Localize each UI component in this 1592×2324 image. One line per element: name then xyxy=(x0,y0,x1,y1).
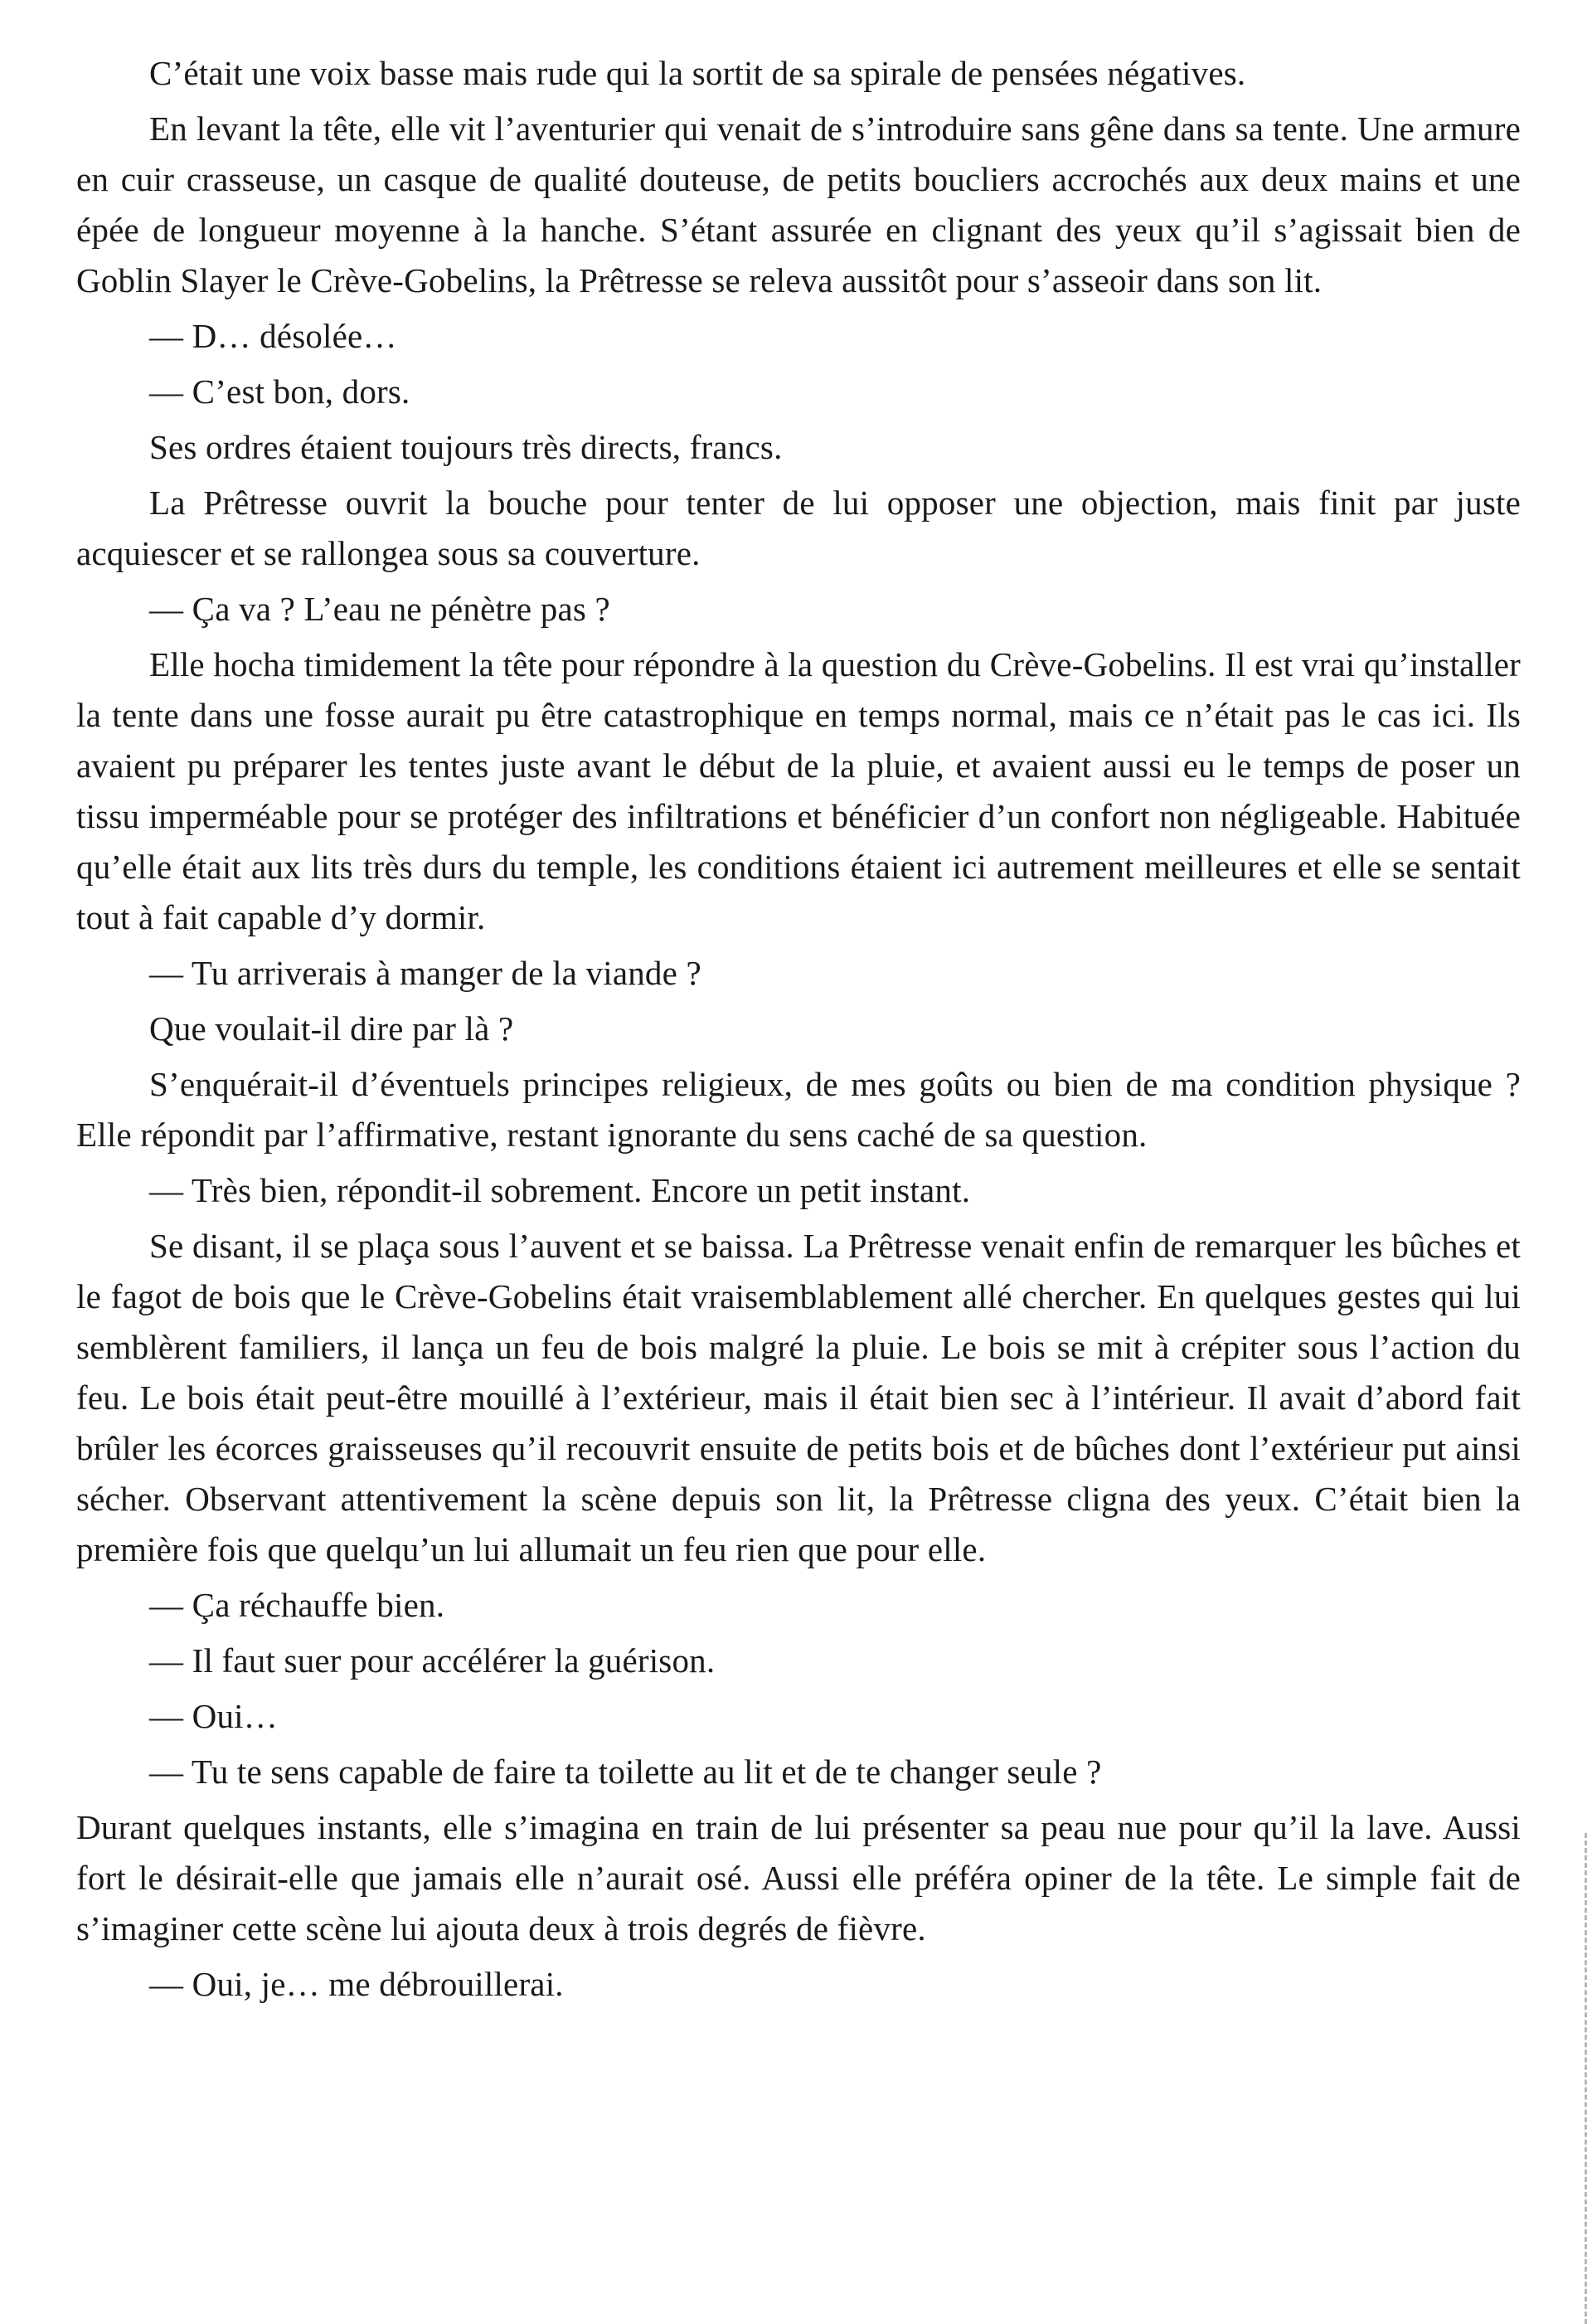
paragraph: S’enquérait-il d’éventuels principes religieux, de mes goûts ou bien de ma condition physique ? Elle répondit par l’affirmative, restant ignorante du sens caché de sa question. xyxy=(76,1065,1521,1154)
dialogue-line: — Oui… xyxy=(149,1697,278,1735)
dialogue-line: — Très bien, répondit-il sobrement. Encore un petit instant. xyxy=(149,1171,971,1209)
paragraph: La Prêtresse ouvrit la bouche pour tenter de lui opposer une objection, mais finit par juste acquiescer et se rallongea sous sa couverture. xyxy=(76,484,1521,572)
paragraph: Que voulait-il dire par là ? xyxy=(149,1009,514,1048)
dialogue-line: — Il faut suer pour accélérer la guérison. xyxy=(149,1641,716,1680)
paragraph: Elle hocha timidement la tête pour répondre à la question du Crève-Gobelins. Il est vrai qu’installer la tente dans une fosse aurait pu être catastrophique en temps normal, mais ce n’était pas le cas ici. Ils avaient pu préparer les tentes juste avant le début de la pluie, et avaient aussi eu le temps de poser un tissu imperméable pour se protéger des infiltrations et bénéficier d’un confort non négligeable. Habituée qu’elle était aux lits très durs du temple, les conditions étaient ici autrement meilleures et elle se sentait tout à fait capable d’y dormir. xyxy=(76,645,1521,936)
dialogue-line: — Ça réchauffe bien. xyxy=(149,1586,445,1624)
dialogue-line: — C’est bon, dors. xyxy=(149,372,410,411)
dialogue-line: — D… désolée… xyxy=(149,317,397,355)
dialogue-line: — Tu arriverais à manger de la viande ? xyxy=(149,954,701,992)
paragraph: Ses ordres étaient toujours très directs, francs. xyxy=(149,428,783,466)
paragraph: C’était une voix basse mais rude qui la sortit de sa spirale de pensées négatives. xyxy=(149,54,1246,92)
dialogue-line: — Ça va ? L’eau ne pénètre pas ? xyxy=(149,590,610,628)
dialogue-line: — Oui, je… me débrouillerai. xyxy=(149,1965,564,2003)
paragraph: Durant quelques instants, elle s’imagina en train de lui présenter sa peau nue pour qu’il la lave. Aussi fort le désirait-elle que jamais elle n’aurait osé. Aussi elle préféra opiner de la tête. Le simple fait de s’imaginer cette scène lui ajouta deux à trois degrés de fièvre. xyxy=(76,1808,1521,1947)
page-text-block xyxy=(76,48,1521,2010)
paragraph: En levant la tête, elle vit l’aventurier qui venait de s’introduire sans gêne dans sa tente. Une armure en cuir crasseuse, un casque de qualité douteuse, de petits boucliers accrochés aux deux mains et une épée de longueur moyenne à la hanche. S’étant assurée en clignant des yeux qu’il s’agissait bien de Goblin Slayer le Crève-Gobelins, la Prêtresse se releva aussitôt pour s’asseoir dans son lit. xyxy=(76,109,1521,299)
dialogue-line: — Tu te sens capable de faire ta toilette au lit et de te changer seule ? xyxy=(149,1753,1102,1791)
scan-edge-artifact xyxy=(1585,1833,1587,2324)
paragraph: Se disant, il se plaça sous l’auvent et se baissa. La Prêtresse venait enfin de remarquer les bûches et le fagot de bois que le Crève-Gobelins était vraisemblablement allé chercher. En quelques gestes qui lui semblèrent familiers, il lança un feu de bois malgré la pluie. Le bois se mit à crépiter sous l’action du feu. Le bois était peut-être mouillé à l’extérieur, mais il était bien sec à l’intérieur. Il avait d’abord fait brûler les écorces graisseuses qu’il recouvrit ensuite de petits bois et de bûches dont l’extérieur put ainsi sécher. Observant attentivement la scène depuis son lit, la Prêtresse cligna des yeux. C’était bien la première fois que quelqu’un lui allumait un feu rien que pour elle. xyxy=(76,1227,1521,1568)
